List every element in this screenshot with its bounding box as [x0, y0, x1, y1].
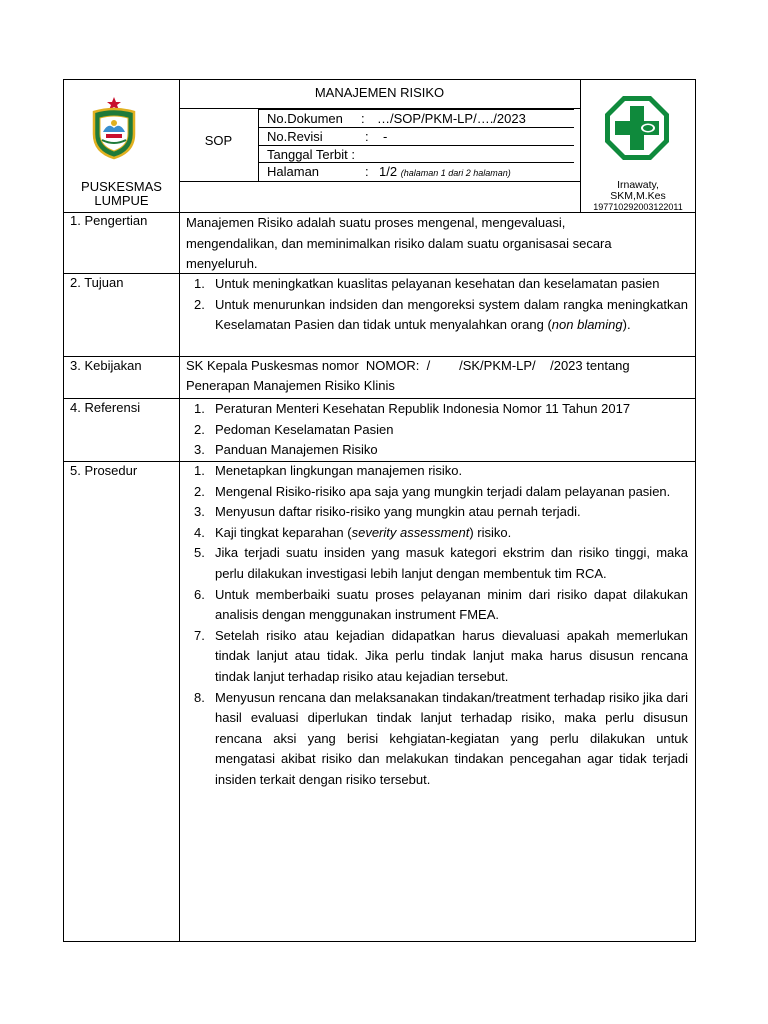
field-halaman-label: Halaman — [267, 164, 320, 179]
list-item: 7. Setelah risiko atau kejadian didapatkan harus dievaluasi apakah memerlukan tindak lanjut atau tidak. Jika perlu tindak lanjut maka harus disusun rencana tindak lanjut terhadap risiko atau kejadian tersebut. — [194, 627, 688, 684]
header-bottom-line — [179, 181, 580, 182]
list-item: 2. Mengenal Risiko-risiko apa saja yang mungkin terjadi dalam pelayanan pasien. — [194, 483, 671, 499]
signatory-name: Irnawaty, — [617, 179, 659, 191]
prosedur-list — [186, 461, 688, 791]
field-halaman-value: 1/2 — [379, 164, 398, 179]
list-item: 5. Jika terjadi suatu insiden yang masuk kategori ekstrim dan risiko tinggi, maka perlu dilakukan investigasi lebih lanjut dengan membentuk tim RCA. — [194, 545, 688, 581]
field-tanggal-terbit-label: Tanggal Terbit — [267, 147, 348, 162]
column-divider — [179, 79, 180, 942]
field-no-revisi-value: - — [383, 129, 388, 144]
section-label-kebijakan: 3. Kebijakan — [70, 358, 142, 373]
list-item: 4. Kaji tingkat keparahan (severity assessment) risiko. — [194, 524, 512, 540]
signatory-block — [580, 180, 696, 213]
field-no-dokumen-sep: : — [361, 111, 365, 126]
field-tanggal-terbit-sep: : — [351, 147, 355, 162]
sop-label: SOP — [204, 133, 233, 148]
field-no-dokumen-value: …/SOP/PKM-LP/…./2023 — [377, 111, 526, 126]
referensi-list — [186, 399, 688, 461]
section-label-referensi: 4. Referensi — [70, 400, 141, 415]
field-no-revisi-label: No.Revisi — [267, 129, 323, 144]
kebijakan-line1: SK Kepala Puskesmas nomor NOMOR: / /SK/PKM-LP/ /2023 tentang — [186, 358, 630, 373]
field-no-revisi-sep: : — [365, 129, 369, 144]
signatory-nip: 197710292003122011 — [593, 202, 683, 212]
section-label-pengertian: 1. Pengertian — [70, 213, 148, 228]
field-halaman-sep: : — [365, 164, 369, 179]
frame-bottom — [63, 941, 696, 942]
field-halaman-value-wrap — [379, 164, 511, 181]
list-item: 6. Untuk memberbaiki suatu proses pelayanan minim dari risiko dapat dilakukan analisis dengan menggunakan instrument FMEA. — [194, 586, 688, 623]
frame-top — [63, 79, 696, 80]
field-top-line — [258, 109, 574, 110]
signatory-title: SKM,M.Kes — [610, 190, 666, 202]
tujuan-list — [186, 274, 688, 336]
kebijakan-line2: Penerapan Manajemen Risiko Klinis — [186, 378, 395, 393]
list-item: 1. Peraturan Menteri Kesehatan Republik Indonesia Nomor 11 Tahun 2017 — [194, 401, 631, 416]
section-label-prosedur: 5. Prosedur — [70, 463, 138, 478]
list-item: 2. Pedoman Keselamatan Pasien — [194, 421, 394, 437]
row-line-tujuan — [63, 356, 696, 357]
pengertian-text: Manajemen Risiko adalah suatu proses mengenal, mengevaluasi, mengendalikan, dan meminimalkan risiko dalam suatu organisasai secara menyeluruh. — [186, 215, 612, 272]
frame-left — [63, 79, 64, 942]
field-halaman-note: (halaman 1 dari 2 halaman) — [400, 168, 511, 178]
list-item: 2. Untuk menurunkan indsiden dan mengoreksi system dalam rangka meningkatkan Keselamatan Pasien dan tidak untuk menyalahkan orang (non blaming). — [194, 296, 688, 333]
list-item: 1. Menetapkan lingkungan manajemen risiko. — [194, 463, 463, 478]
list-item: 3. Menyusun daftar risiko-risiko yang mungkin atau pernah terjadi. — [194, 504, 581, 520]
list-item: 8. Menyusun rencana dan melaksanakan tindakan/treatment terhadap risiko jika dari hasil evaluasi diperlukan tindak lanjut terhadap risiko, maka perlu disusun rencana aksi yang berisi kehgiatan-kegiatan yang perlu dilakukan untuk mengatasi akibat risiko dan melakukan tindakan pencegahan agar tidak terjadi insiden terkait dengan risiko tersebut. — [194, 689, 688, 787]
org-name-line2: LUMPUE — [94, 193, 149, 208]
org-name — [64, 180, 179, 208]
field-no-dokumen-label: No.Dokumen — [267, 111, 343, 126]
puskesmas-green-cross-logo — [603, 94, 671, 162]
document-title: MANAJEMEN RISIKO — [314, 85, 445, 100]
field-tanggal-terbit — [267, 147, 355, 163]
org-name-line1: PUSKESMAS — [81, 179, 162, 194]
section-label-tujuan: 2. Tujuan — [70, 275, 124, 290]
list-item: 1. Untuk meningkatkan kuaslitas pelayanan kesehatan dan keselamatan pasien — [194, 276, 660, 291]
list-item: 3. Panduan Manajemen Risiko — [194, 442, 378, 458]
field-line-1 — [258, 127, 574, 128]
regional-crest-logo — [88, 94, 140, 160]
field-line-2 — [258, 145, 574, 146]
